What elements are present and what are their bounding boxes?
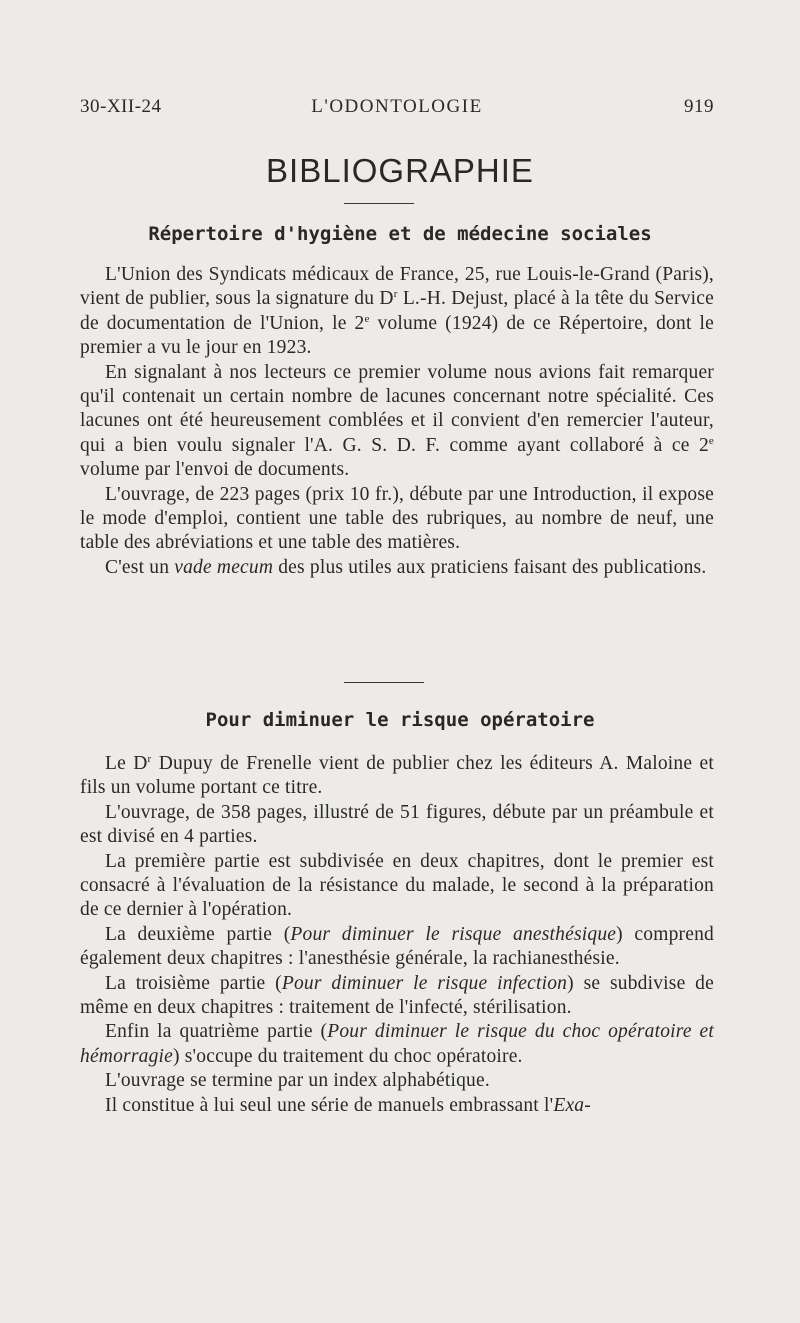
text-run: ) comprend également deux chapitres : l'anesthésie générale, la rachianesthésie. [80, 923, 714, 970]
text-run: ) s'occupe du traitement du choc opératoire. [173, 1045, 523, 1067]
page-title: BIBLIOGRAPHIE [266, 152, 534, 189]
paragraph [80, 556, 714, 580]
paragraph [80, 263, 714, 361]
section-title: Pour diminuer le risque opératoire [205, 709, 595, 731]
superscript: r [393, 288, 398, 301]
paragraph [80, 1020, 714, 1069]
text-run: Le D [105, 753, 148, 774]
text-run: ) se subdivise de même en deux chapitres : traitement de l'infecté, stérilisation. [80, 972, 714, 1019]
text-run: La deuxième partie ( [105, 923, 291, 945]
italic-title: Pour diminuer le risque infection [281, 972, 568, 994]
title-rule [344, 203, 414, 204]
section-body [80, 752, 714, 1118]
issue-date: 30-XII-24 [80, 96, 162, 117]
superscript: e [364, 312, 370, 325]
italic-title: Pour diminuer le risque anesthésique [290, 923, 617, 945]
italic-title: Exa- [553, 1094, 591, 1116]
text-run: volume par l'envoi de documents. [80, 459, 350, 481]
section-title: Répertoire d'hygiène et de médecine sociales [148, 223, 652, 245]
paragraph [80, 923, 714, 972]
paragraph [80, 1094, 714, 1118]
text-run: La troisième partie ( [105, 972, 282, 994]
text-run: Dupuy de Frenelle vient de publier chez les éditeurs A. Maloine et fils un volume portant ce titre. [80, 753, 714, 799]
section-divider [344, 682, 424, 683]
paragraph [80, 1069, 714, 1093]
italic-title: vade mecum [174, 556, 274, 578]
superscript: e [708, 434, 714, 447]
journal-name: L'ODONTOLOGIE [311, 96, 483, 117]
text-run: volume (1924) de ce Répertoire, dont le premier a vu le jour en 1923. [80, 312, 714, 359]
text-run: des plus utiles aux praticiens faisant des publications. [273, 556, 707, 578]
running-header [80, 96, 714, 126]
section-body [80, 263, 714, 580]
text-run: L'Union des Syndicats médicaux de France, 25, rue Louis-le-Grand (Paris), vient de publier, sous la signature du D [80, 264, 714, 310]
text-run: L'ouvrage, de 358 pages, illustré de 51 figures, débute par un préambule et est divisé en 4 parties. [80, 801, 714, 848]
italic-title: Pour diminuer le risque du choc opératoire et hémorragie [80, 1021, 715, 1067]
paragraph [80, 801, 714, 850]
text-run: L'ouvrage se termine par un index alphabétique. [105, 1070, 490, 1092]
text-run: L'ouvrage, de 223 pages (prix 10 fr.), débute par une Introduction, il expose le mode d'emploi, contient une table des rubriques, au nombre de neuf, une table des abréviations et une table des matières. [80, 483, 714, 554]
paragraph [80, 752, 714, 801]
paragraph [80, 972, 714, 1021]
text-run: Enfin la quatrième partie ( [105, 1021, 328, 1043]
paragraph [80, 850, 714, 923]
paragraph [80, 361, 714, 483]
text-run: Il constitue à lui seul une série de manuels embrassant l' [105, 1094, 554, 1116]
superscript: r [147, 753, 152, 765]
text-run: La première partie est subdivisée en deux chapitres, dont le premier est consacré à l'évaluation de la résistance du malade, le second à la préparation de ce dernier à l'opération. [80, 850, 714, 921]
text-run: C'est un [105, 556, 175, 578]
text-run: L.-H. Dejust, placé à la tête du Service de documentation de l'Union, le 2 [80, 288, 714, 334]
page-number: 919 [684, 96, 714, 117]
paragraph [80, 483, 714, 556]
text-run: En signalant à nos lecteurs ce premier volume nous avions fait remarquer qu'il contenait un certain nombre de lacunes concernant notre spécialité. Ces lacunes ont été heureusement comblées et il convient d'en remercier l'auteur, qui a bien voulu signaler l'A. G. S. D. F. comme ayant collaboré à ce 2 [80, 361, 714, 456]
